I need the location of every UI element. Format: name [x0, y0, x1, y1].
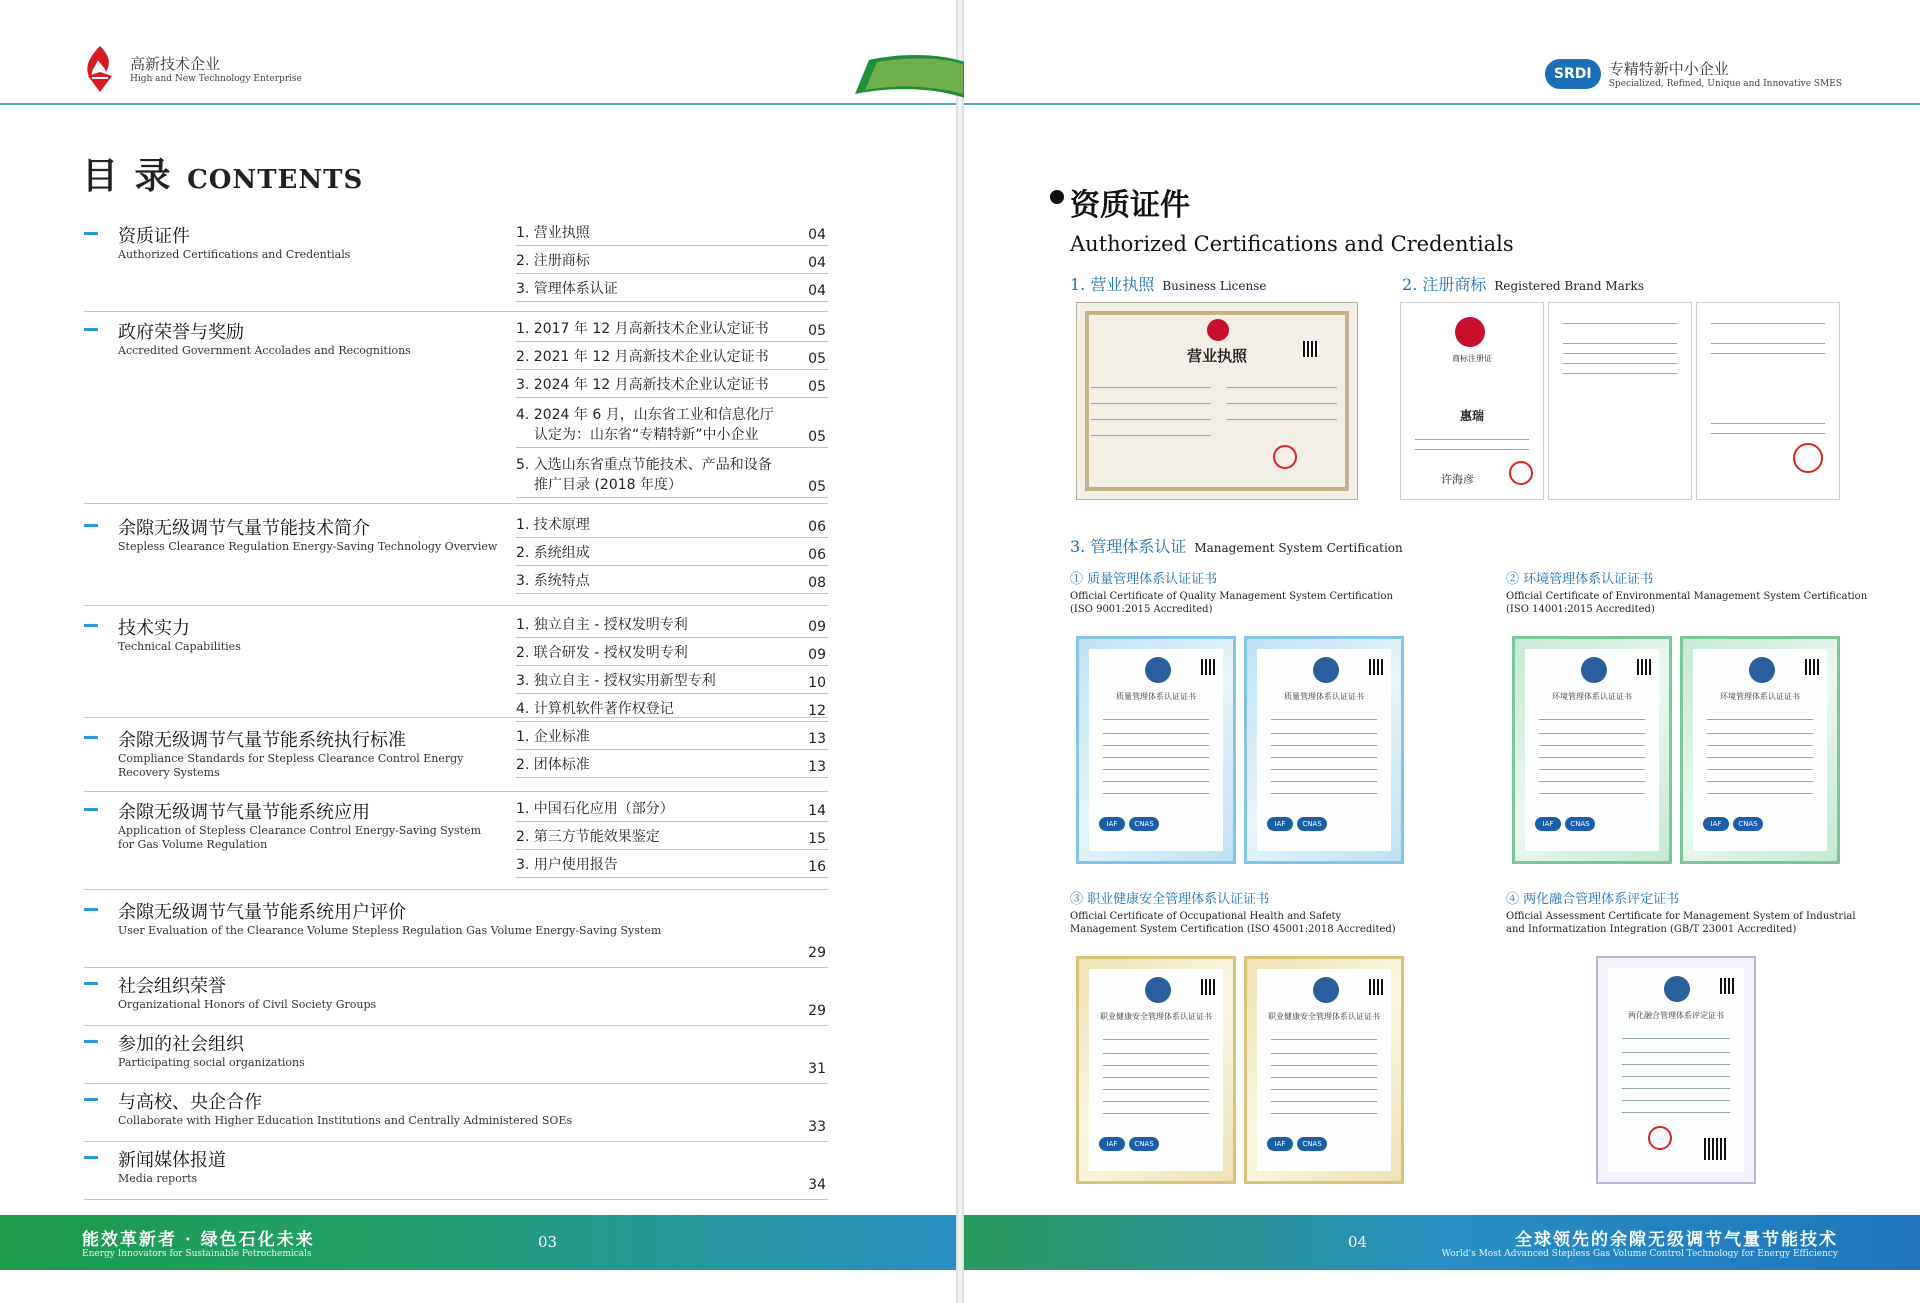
- text-line: [1103, 757, 1209, 758]
- toc-item[interactable]: [516, 274, 828, 302]
- toc-item-label: [516, 375, 769, 395]
- toc-dash-icon: [84, 1098, 98, 1101]
- toc-item-line: 1. 独立自主 - 授权发明专利: [516, 617, 688, 633]
- cert-desc-2: (ISO 9001:2015 Accredited): [1070, 604, 1213, 615]
- cert-title: ② 环境管理体系认证证书: [1506, 572, 1654, 587]
- toc-item[interactable]: [516, 398, 828, 448]
- certificate-image: [1680, 636, 1840, 864]
- toc-item-label: [516, 319, 769, 339]
- toc-item-page: 05: [808, 479, 826, 495]
- toc-item-line: 3. 管理体系认证: [516, 281, 618, 297]
- certificate-inner: [1693, 649, 1827, 851]
- red-seal-icon: [1273, 445, 1297, 469]
- certificate-inner: [1257, 969, 1391, 1171]
- page-number: 03: [538, 1233, 558, 1251]
- text-line: [1271, 793, 1377, 794]
- certificate-image: [1076, 636, 1236, 864]
- text-line: [1271, 745, 1377, 746]
- footer-tagline-cn: 全球领先的余隙无级调节气量节能技术: [1515, 1230, 1838, 1250]
- toc-section-subtitle: Accredited Government Accolades and Recognitions: [118, 344, 411, 357]
- sub2-en: Registered Brand Marks: [1494, 279, 1644, 293]
- toc-item-page: 12: [808, 703, 826, 719]
- toc-section-subtitle: Participating social organizations: [118, 1056, 305, 1069]
- cert-desc: Official Assessment Certificate for Management System of Industrial: [1506, 911, 1856, 922]
- toc-dash-icon: [84, 736, 98, 739]
- toc-section-subtitle-2: Recovery Systems: [118, 766, 220, 779]
- toc-section[interactable]: [84, 510, 828, 606]
- business-license-image: [1076, 302, 1358, 500]
- text-line: [1707, 781, 1813, 782]
- toc-section[interactable]: [84, 218, 828, 312]
- sub-heading-license: [1070, 272, 1266, 295]
- text-line: [1103, 769, 1209, 770]
- text-line: [1539, 769, 1645, 770]
- national-emblem-icon: [1207, 319, 1229, 341]
- toc-item-label: [516, 347, 769, 367]
- toc-section-title: 参加的社会组织: [118, 1034, 244, 1055]
- right-footer: [964, 1215, 1920, 1270]
- text-line: [1271, 1113, 1377, 1114]
- toc-item-label: [516, 699, 674, 719]
- toc-item-line: 3. 2024 年 12 月高新技术企业认定证书: [516, 377, 769, 393]
- toc-item[interactable]: [516, 822, 828, 850]
- cert-desc-2: and Informatization Integration (GB/T 23001 Accredited): [1506, 924, 1797, 935]
- footer-tagline-en: World's Most Advanced Stepless Gas Volume Control Technology for Energy Efficiency: [1441, 1249, 1838, 1259]
- qr-code-icon: [1704, 1138, 1726, 1160]
- footer-slogan-en: Energy Innovators for Sustainable Petrochemicals: [82, 1249, 312, 1259]
- certificate-image: [1076, 956, 1236, 1184]
- toc-dash-icon: [84, 982, 98, 985]
- text-line: [1622, 1064, 1730, 1065]
- trademark-signature: 许海彦: [1441, 473, 1474, 486]
- contents-title-cn: 目 录: [82, 155, 173, 197]
- toc-item-page: 04: [808, 283, 826, 299]
- toc-section[interactable]: [84, 610, 828, 718]
- iaf-mark-icon: IAF: [1267, 817, 1293, 831]
- cert-desc: Official Certificate of Quality Management System Certification: [1070, 591, 1393, 602]
- toc-item[interactable]: [516, 610, 828, 638]
- toc-section[interactable]: [84, 314, 828, 504]
- qr-code-icon: [1201, 979, 1217, 995]
- srdi-cn: 专精特新中小企业: [1608, 60, 1729, 78]
- iaf-mark-icon: IAF: [1267, 1137, 1293, 1151]
- right-page: [964, 0, 1920, 1303]
- text-line: [1103, 719, 1209, 720]
- toc-section[interactable]: [84, 722, 828, 792]
- toc-item-label: [516, 279, 618, 299]
- iaf-mark-icon: IAF: [1099, 1137, 1125, 1151]
- text-line: [1103, 745, 1209, 746]
- text-line: [1622, 1076, 1730, 1077]
- text-line: [1103, 1101, 1209, 1102]
- header-divider: [0, 103, 956, 105]
- toc-item-label: [516, 671, 716, 691]
- toc-item-label: [516, 643, 688, 663]
- text-line: [1271, 1065, 1377, 1066]
- toc-item-line: 1. 企业标准: [516, 729, 590, 745]
- cert-desc: Official Certificate of Occupational Health and Safety: [1070, 911, 1342, 922]
- toc-section[interactable]: [84, 1142, 828, 1200]
- text-line: [1622, 1088, 1730, 1089]
- toc-section[interactable]: [84, 1026, 828, 1084]
- text-line: [1271, 1077, 1377, 1078]
- toc-section-subtitle: Application of Stepless Clearance Control Energy-Saving System: [118, 824, 482, 837]
- certificate-heading: 质量管理体系认证证书: [1116, 692, 1196, 701]
- toc-item-line: 4. 计算机软件著作权登记: [516, 701, 674, 717]
- text-line: [1271, 1053, 1377, 1054]
- certificate-image: [1512, 636, 1672, 864]
- certificate-heading: 两化融合管理体系评定证书: [1628, 1011, 1724, 1020]
- certificate-inner: [1608, 968, 1744, 1172]
- logo-en: High and New Technology Enterprise: [130, 73, 302, 84]
- toc-item-page: 05: [808, 429, 826, 445]
- toc-item-page: 14: [808, 803, 826, 819]
- certificate-inner: [1257, 649, 1391, 851]
- srdi-logo: [1545, 58, 1842, 89]
- toc-dash-icon: [84, 328, 98, 331]
- text-line: [1271, 769, 1377, 770]
- toc-section-subtitle: Stepless Clearance Regulation Energy-Saving Technology Overview: [118, 540, 498, 553]
- toc-item[interactable]: [516, 538, 828, 566]
- bullet-dot: [1050, 190, 1064, 204]
- toc-section-page: 33: [808, 1119, 826, 1135]
- toc-section-page: 29: [808, 945, 826, 961]
- toc-item-line-2: 推广目录 (2018 年度）: [534, 477, 682, 493]
- emblem-icon: [1455, 317, 1485, 347]
- toc-section[interactable]: [84, 1084, 828, 1142]
- toc-section-subtitle: Compliance Standards for Stepless Clearance Control Energy: [118, 752, 464, 765]
- certifier-logo-icon: [1145, 657, 1171, 683]
- toc-section-subtitle: User Evaluation of the Clearance Volume Stepless Regulation Gas Volume Energy-Saving System: [118, 924, 662, 937]
- sub1-en: Business License: [1162, 279, 1267, 293]
- toc-item-page: 08: [808, 575, 826, 591]
- toc-item-label: [516, 827, 660, 847]
- text-line: [1707, 719, 1813, 720]
- toc-item-page: 06: [808, 519, 826, 535]
- toc-item[interactable]: [516, 850, 828, 878]
- text-line: [1271, 781, 1377, 782]
- sub3-en: Management System Certification: [1194, 541, 1403, 555]
- toc-item[interactable]: [516, 246, 828, 274]
- certificate-heading: 环境管理体系认证证书: [1552, 692, 1632, 701]
- qr-code-icon: [1369, 659, 1385, 675]
- certificate-heading: 环境管理体系认证证书: [1720, 692, 1800, 701]
- sub3-cn: 3. 管理体系认证: [1070, 537, 1187, 556]
- heading-en: Authorized Certifications and Credentials: [1070, 232, 1514, 256]
- text-line: [1707, 745, 1813, 746]
- toc-section-subtitle: Technical Capabilities: [118, 640, 241, 653]
- cert-title: ④ 两化融合管理体系评定证书: [1506, 892, 1680, 907]
- toc-dash-icon: [84, 808, 98, 811]
- toc-item-line-2: 认定为：山东省“专精特新”中小企业: [534, 427, 759, 443]
- toc-item[interactable]: [516, 666, 828, 694]
- toc-section-page: 31: [808, 1061, 826, 1077]
- toc-dash-icon: [84, 1156, 98, 1159]
- toc-item-line: 1. 中国石化应用（部分）: [516, 801, 674, 817]
- contents-title: [82, 148, 363, 199]
- qr-code-icon: [1369, 979, 1385, 995]
- toc-item-label: [516, 571, 590, 591]
- toc-dash-icon: [84, 524, 98, 527]
- trademark-page-3-image: [1696, 302, 1840, 500]
- toc-item-label: [516, 799, 674, 819]
- certificate-image: [1244, 636, 1404, 864]
- trademark-certificate-image: [1400, 302, 1544, 500]
- certificate-heading: 质量管理体系认证证书: [1284, 692, 1364, 701]
- toc-section-subtitle-2: for Gas Volume Regulation: [118, 838, 268, 851]
- certifier-logo-icon: [1313, 977, 1339, 1003]
- toc-item-page: 10: [808, 675, 826, 691]
- iaf-mark-icon: IAF: [1703, 817, 1729, 831]
- toc-item-line: 2. 注册商标: [516, 253, 590, 269]
- toc-item-label: [516, 515, 590, 535]
- trademark-brand: 惠瑞: [1459, 409, 1484, 423]
- sub1-cn: 1. 营业执照: [1070, 275, 1155, 294]
- toc-dash-icon: [84, 624, 98, 627]
- certificate-inner: [1089, 649, 1223, 851]
- toc-item-label: [516, 615, 688, 635]
- text-line: [1103, 793, 1209, 794]
- cnas-mark-icon: CNAS: [1129, 817, 1159, 831]
- toc-item-line: 3. 用户使用报告: [516, 857, 618, 873]
- qr-code-icon: [1637, 659, 1653, 675]
- toc-section-subtitle: Organizational Honors of Civil Society Groups: [118, 998, 377, 1011]
- toc-item-label: [516, 405, 774, 445]
- text-line: [1103, 1053, 1209, 1054]
- torch-logo-icon: [78, 42, 122, 94]
- text-line: [1539, 733, 1645, 734]
- certifier-logo-icon: [1749, 657, 1775, 683]
- text-line: [1539, 781, 1645, 782]
- text-line: [1103, 1089, 1209, 1090]
- text-line: [1271, 719, 1377, 720]
- text-line: [1539, 793, 1645, 794]
- cert-desc: Official Certificate of Environmental Management System Certification: [1506, 591, 1868, 602]
- text-line: [1271, 757, 1377, 758]
- toc-item[interactable]: [516, 218, 828, 246]
- toc-item-line: 2. 团体标准: [516, 757, 590, 773]
- cnas-mark-icon: CNAS: [1297, 817, 1327, 831]
- text-line: [1271, 1039, 1377, 1040]
- toc-item-page: 06: [808, 547, 826, 563]
- srdi-en: Specialized, Refined, Unique and Innovative SMES: [1608, 79, 1842, 89]
- toc-section-title: 余隙无级调节气量节能系统应用: [118, 802, 370, 823]
- toc-item-page: 05: [808, 323, 826, 339]
- footer-slogan-cn: 能效革新者 · 绿色石化未来: [82, 1230, 315, 1250]
- trademark-page-2-image: [1548, 302, 1692, 500]
- toc-item-page: 04: [808, 255, 826, 271]
- sub-heading-trademark: [1402, 272, 1644, 295]
- toc-item-line: 2. 第三方节能效果鉴定: [516, 829, 660, 845]
- toc-item-label: [516, 755, 590, 775]
- toc-item-line: 2. 系统组成: [516, 545, 590, 561]
- toc-item-page: 04: [808, 227, 826, 243]
- seal-icon: [1793, 443, 1823, 473]
- text-line: [1103, 781, 1209, 782]
- text-line: [1707, 733, 1813, 734]
- toc-item[interactable]: [516, 794, 828, 822]
- certificate-heading: 职业健康安全管理体系认证证书: [1100, 1012, 1212, 1021]
- toc-item[interactable]: [516, 694, 828, 722]
- toc-item[interactable]: [516, 314, 828, 342]
- text-line: [1622, 1052, 1730, 1053]
- section-heading: [1070, 180, 1514, 256]
- toc-item[interactable]: [516, 750, 828, 778]
- certificate-image: [1244, 956, 1404, 1184]
- cnas-mark-icon: CNAS: [1565, 817, 1595, 831]
- header-divider-right: [964, 103, 1920, 105]
- text-line: [1103, 1077, 1209, 1078]
- toc-item[interactable]: [516, 566, 828, 594]
- toc-section[interactable]: [84, 794, 828, 890]
- toc-item-label: [516, 455, 772, 495]
- cnas-mark-icon: CNAS: [1297, 1137, 1327, 1151]
- toc-item-line: 1. 技术原理: [516, 517, 590, 533]
- toc-section-page: 29: [808, 1003, 826, 1019]
- toc-section-title: 资质证件: [118, 226, 190, 247]
- cert-title: ③ 职业健康安全管理体系认证证书: [1070, 892, 1270, 907]
- toc-section-title: 余隙无级调节气量节能系统执行标准: [118, 730, 406, 751]
- text-line: [1622, 1100, 1730, 1101]
- toc-item-label: [516, 855, 618, 875]
- toc-section-page: 34: [808, 1177, 826, 1193]
- certificate-heading: 职业健康安全管理体系认证证书: [1268, 1012, 1380, 1021]
- toc-item-label: [516, 543, 590, 563]
- text-line: [1707, 793, 1813, 794]
- text-line: [1103, 733, 1209, 734]
- srdi-badge: SRDI: [1545, 59, 1601, 89]
- license-title: 营业执照: [1186, 347, 1247, 365]
- toc-dash-icon: [84, 1040, 98, 1043]
- cert-desc-2: Management System Certification (ISO 45001:2018 Accredited): [1070, 924, 1396, 935]
- toc-item[interactable]: [516, 722, 828, 750]
- toc-item-page: 13: [808, 759, 826, 775]
- heading-cn: 资质证件: [1070, 188, 1190, 223]
- toc-section-subtitle: Media reports: [118, 1172, 198, 1185]
- toc-item-line: 3. 独立自主 - 授权实用新型专利: [516, 673, 716, 689]
- toc-item-label: [516, 251, 590, 271]
- toc-item-line: 2. 2021 年 12 月高新技术企业认定证书: [516, 349, 769, 365]
- toc-item-line: 2. 联合研发 - 授权发明专利: [516, 645, 688, 661]
- text-line: [1707, 757, 1813, 758]
- hnte-logo: [78, 42, 302, 94]
- toc-item-line: 3. 系统特点: [516, 573, 590, 589]
- text-line: [1539, 757, 1645, 758]
- toc-item-page: 13: [808, 731, 826, 747]
- certifier-logo-icon: [1313, 657, 1339, 683]
- seal-icon: [1509, 461, 1533, 485]
- qr-code-icon: [1303, 341, 1319, 357]
- cnas-mark-icon: CNAS: [1129, 1137, 1159, 1151]
- certifier-logo-icon: [1145, 977, 1171, 1003]
- left-footer: [0, 1215, 956, 1270]
- toc-item-label: [516, 223, 590, 243]
- qr-code-icon: [1805, 659, 1821, 675]
- text-line: [1622, 1038, 1730, 1039]
- red-seal-icon: [1648, 1126, 1672, 1150]
- toc-item[interactable]: [516, 342, 828, 370]
- toc-item-line: 4. 2024 年 6 月，山东省工业和信息化厅: [516, 407, 774, 423]
- text-line: [1271, 733, 1377, 734]
- trademark-title: 商标注册证: [1452, 354, 1492, 363]
- toc-dash-icon: [84, 908, 98, 911]
- toc-section-title: 余隙无级调节气量节能系统用户评价: [118, 902, 406, 923]
- toc-item-line: 1. 2017 年 12 月高新技术企业认定证书: [516, 321, 769, 337]
- text-line: [1103, 1113, 1209, 1114]
- toc-item[interactable]: [516, 370, 828, 398]
- toc-item[interactable]: [516, 638, 828, 666]
- text-line: [1539, 719, 1645, 720]
- text-line: [1103, 1065, 1209, 1066]
- toc-item-label: [516, 727, 590, 747]
- toc-item-page: 09: [808, 647, 826, 663]
- text-line: [1622, 1112, 1730, 1113]
- toc-section-title: 新闻媒体报道: [118, 1150, 226, 1171]
- toc-section-title: 政府荣誉与奖励: [118, 322, 244, 343]
- toc-item-line: 5. 入选山东省重点节能技术、产品和设备: [516, 457, 772, 473]
- contents-title-en: CONTENTS: [187, 165, 364, 195]
- logo-cn: 高新技术企业: [130, 54, 221, 73]
- text-line: [1271, 1089, 1377, 1090]
- toc-item-line: 1. 营业执照: [516, 225, 590, 241]
- page-number-right: 04: [1348, 1233, 1368, 1251]
- toc-item-page: 05: [808, 351, 826, 367]
- cert-desc-2: (ISO 14001:2015 Accredited): [1506, 604, 1655, 615]
- certifier-logo-icon: [1581, 657, 1607, 683]
- toc-item-page: 16: [808, 859, 826, 875]
- sub2-cn: 2. 注册商标: [1402, 275, 1487, 294]
- certificate-inner: [1089, 969, 1223, 1171]
- qr-code-icon: [1720, 978, 1736, 994]
- certifier-logo-icon: [1664, 976, 1690, 1002]
- book-spine: [956, 0, 964, 1303]
- certificate-image: [1596, 956, 1756, 1184]
- toc-section-title: 余隙无级调节气量节能技术简介: [118, 518, 370, 539]
- sub-heading-management: [1070, 534, 1403, 557]
- toc-section-subtitle: Collaborate with Higher Education Institutions and Centrally Administered SOEs: [118, 1114, 573, 1127]
- cert-title: ① 质量管理体系认证证书: [1070, 572, 1218, 587]
- text-line: [1539, 745, 1645, 746]
- toc-dash-icon: [84, 232, 98, 235]
- qr-code-icon: [1201, 659, 1217, 675]
- cnas-mark-icon: CNAS: [1733, 817, 1763, 831]
- text-line: [1103, 1039, 1209, 1040]
- toc-section[interactable]: [84, 894, 828, 968]
- certificate-inner: [1525, 649, 1659, 851]
- toc-item-page: 09: [808, 619, 826, 635]
- toc-item[interactable]: [516, 510, 828, 538]
- iaf-mark-icon: IAF: [1099, 817, 1125, 831]
- toc-section[interactable]: [84, 968, 828, 1026]
- toc-item-page: 15: [808, 831, 826, 847]
- toc-item-page: 05: [808, 379, 826, 395]
- left-page: [0, 0, 956, 1303]
- toc-item[interactable]: [516, 448, 828, 498]
- iaf-mark-icon: IAF: [1535, 817, 1561, 831]
- text-line: [1707, 769, 1813, 770]
- toc-section-title: 与高校、央企合作: [118, 1092, 262, 1113]
- toc-section-title: 社会组织荣誉: [118, 976, 226, 997]
- text-line: [1271, 1101, 1377, 1102]
- toc-section-subtitle: Authorized Certifications and Credentials: [118, 248, 351, 261]
- toc-section-title: 技术实力: [118, 618, 190, 639]
